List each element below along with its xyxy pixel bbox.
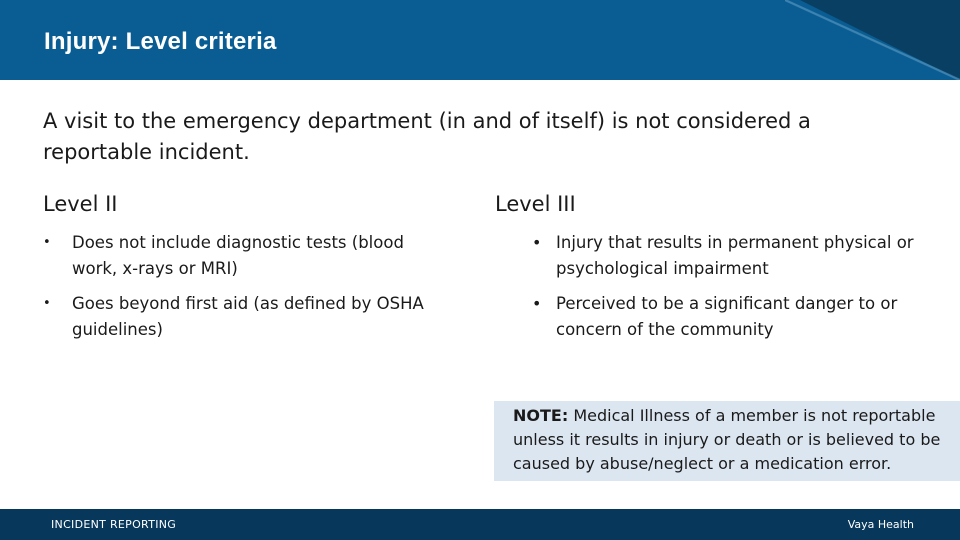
level-iii-heading: Level III <box>495 192 576 216</box>
bullet-icon: • <box>532 294 542 313</box>
slide-title: Injury: Level criteria <box>44 28 277 55</box>
note-box <box>494 401 960 481</box>
list-item <box>43 230 443 282</box>
list-item-text: Perceived to be a significant danger to or concern of the community <box>556 294 898 339</box>
note-text: Medical Illness of a member is not reportable unless it results in injury or death or is believed to be caused by abuse/neglect or a medication error. <box>513 406 941 473</box>
header-accent-line <box>785 0 960 80</box>
list-item-text: Does not include diagnostic tests (blood work, x-rays or MRI) <box>72 233 404 278</box>
list-item-text: Goes beyond first aid (as defined by OSHA guidelines) <box>72 294 424 339</box>
footer-brand: Vaya Health <box>847 518 914 531</box>
list-item <box>495 291 915 343</box>
footer-bar <box>0 509 960 540</box>
level-ii-column <box>43 190 443 352</box>
list-item <box>495 230 915 282</box>
list-item-text: Injury that results in permanent physical or psychological impairment <box>556 233 914 278</box>
intro-text: A visit to the emergency department (in and of itself) is not considered a reportable incident. <box>43 109 811 164</box>
bullet-icon: • <box>43 296 51 311</box>
bullet-icon: • <box>532 233 542 252</box>
level-ii-list <box>43 230 443 343</box>
list-item <box>43 291 443 343</box>
note-label: NOTE: <box>513 406 569 425</box>
header-bar <box>0 0 960 80</box>
level-iii-column <box>495 190 915 352</box>
level-iii-list <box>495 230 915 343</box>
bullet-icon: • <box>43 235 51 250</box>
level-ii-heading: Level II <box>43 192 118 216</box>
footer-section-label: INCIDENT REPORTING <box>51 518 177 531</box>
